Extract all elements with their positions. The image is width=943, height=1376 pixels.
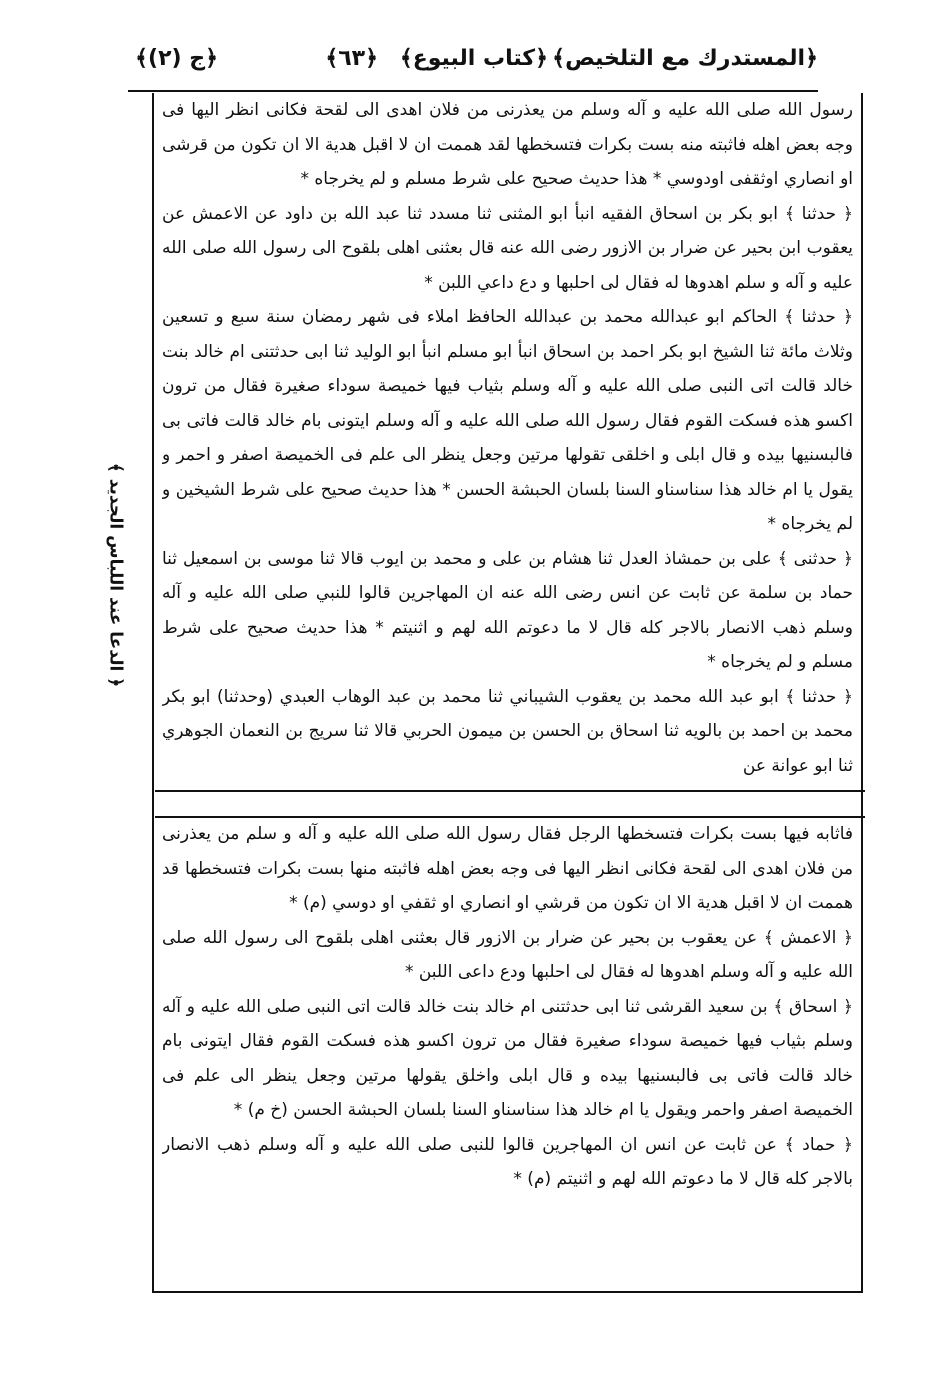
header-rule xyxy=(128,90,818,92)
chapter-title: ﴿كتاب البيوع﴾ xyxy=(399,46,548,71)
talkhis-paragraph-1: فاثابه فيها بست بكرات فتسخطها الرجل فقال رسول الله صلى الله عليه و آله و سلم من يعذرنى من فلان اهدى الى لقحة فكانى انظر اليها فى وجه بعض اهله فاثبته منها بست بكرات فتسخطها قد هممت ان لا اقبل هدية الا ان تكون من قرشي او انصاري او ثقفي او دوسي (م) * xyxy=(162,824,853,913)
volume-number: ﴿ج (٢)﴾ xyxy=(135,46,218,71)
margin-heading-text: ﴿ الدعا عند اللباس الجديد ﴾ xyxy=(105,462,126,688)
mustadrak-paragraph-3: ﴿ حدثنا ﴾ الحاكم ابو عبدالله محمد بن عبدالله الحافظ املاء فى شهر رمضان سنة سبع و تسعين وثلاث مائة ثنا الشيخ ابو بكر احمد بن اسحاق انبأ ابو مسلم انبأ ابو الوليد ثنا ابى حدثتنى ام خالد بنت خالد قالت اتى النبى صلى الله عليه و آله وسلم بثياب فيها خميصة سوداء صغيرة فقال من ترون اكسو هذه فسكت القوم فقال رسول الله صلى الله عليه و آله وسلم ايتونى بام خالد قالت فاتى بى فالبسنيها بيده و قال ابلى و اخلقى تقولها مرتين وجعل ينظر الى علم فى الخميصة اصفر و احمر و يقول يا ام خالد هذا سناسناو السنا بلسان الحبشة الحسن * هذا حديث صحيح على شرط الشيخين و لم يخرجاه * xyxy=(162,307,853,534)
talkhis-paragraph-2: ﴿ الاعمش ﴾ عن يعقوب بن بحير عن ضرار بن الازور قال بعثنى اهلى بلقوح الى رسول الله صلى الله عليه و آله وسلم اهدوها له فقال لى احلبها ودع داعى اللبن * xyxy=(162,927,853,982)
page-header xyxy=(128,40,818,92)
section-divider-top xyxy=(155,790,865,792)
mustadrak-paragraph-1: رسول الله صلى الله عليه و آله وسلم من يعذرنى من فلان اهدى الى لقحة فكانى انظر اليها فى وجه بعض اهله فاثبته منه بست بكرات فتسخطها لقد هممت ان لا اقبل هدية الا ان تكون من قرشى او انصاري اوثقفى اودوسي * هذا حديث صحيح على شرط مسلم و لم يخرجاه * xyxy=(162,100,853,189)
mustadrak-paragraph-2: ﴿ حدثنا ﴾ ابو بكر بن اسحاق الفقيه انبأ ابو المثنى ثنا مسدد ثنا عبد الله بن داود عن الاعمش عن يعقوب ابن بحير عن ضرار بن الازور رضى الله عنه قال بعثنى اهلى بلقوح الى رسول الله صلى الله عليه و آله و سلم اهدوها له فقال لى احلبها و دع داعي اللبن * xyxy=(162,203,853,293)
section-divider-bottom xyxy=(155,816,865,818)
talkhis-section xyxy=(162,817,853,1287)
mustadrak-paragraph-4: ﴿ حدثنى ﴾ على بن حمشاذ العدل ثنا هشام بن على و محمد بن ايوب قالا ثنا موسى بن اسمعيل ثنا حماد بن سلمة عن ثابت عن انس رضى الله عنه ان المهاجرين قالوا للنبي صلى الله عليه و آله وسلم ذهب الانصار بالاجر كله قال لا ما دعوتم الله لهم و اثنيتم * هذا حديث صحيح على شرط مسلم و لم يخرجاه * xyxy=(162,548,853,672)
talkhis-paragraph-4: ﴿ حماد ﴾ عن ثابت عن انس ان المهاجرين قالوا للنبى صلى الله عليه و آله وسلم ذهب الانصار بالاجر كله قال لا ما دعوتم الله لهم و اثنيتم (م) * xyxy=(162,1134,853,1189)
talkhis-paragraph-3: ﴿ اسحاق ﴾ بن سعيد القرشى ثنا ابى حدثتنى ام خالد بنت خالد قالت اتى النبى صلى الله عليه و آله وسلم بثياب فيها خميصة سوداء صغيرة فقال من ترون اكسو هذه فسكت القوم فقال ايتونى بام خالد قالت فاتى بى فالبسنيها بيده و قال ابلى واخلق يقولها مرتين وجعل ينظر الى علم فى الخميصة اصفر واحمر ويقول يا ام خالد هذا سناسناو السنا بلسان الحبشة الحسن (خ م) * xyxy=(162,996,853,1120)
mustadrak-section xyxy=(162,93,853,805)
book-title: ﴿المستدرك مع التلخيص﴾ xyxy=(552,46,818,71)
margin-heading xyxy=(96,450,136,700)
mustadrak-paragraph-5: ﴿ حدثنا ﴾ ابو عبد الله محمد بن يعقوب الشيباني ثنا محمد بن عبد الوهاب العبدي (وحدثنا) ابو بكر محمد بن احمد بن بالويه ثنا اسحاق بن الحسن بن ميمون الحربي قالا ثنا سريج بن النعمان الجوهري ثنا ابو عوانة عن xyxy=(162,686,853,776)
text-frame xyxy=(152,93,863,1293)
page-number: ﴿٦٣﴾ xyxy=(325,46,378,71)
